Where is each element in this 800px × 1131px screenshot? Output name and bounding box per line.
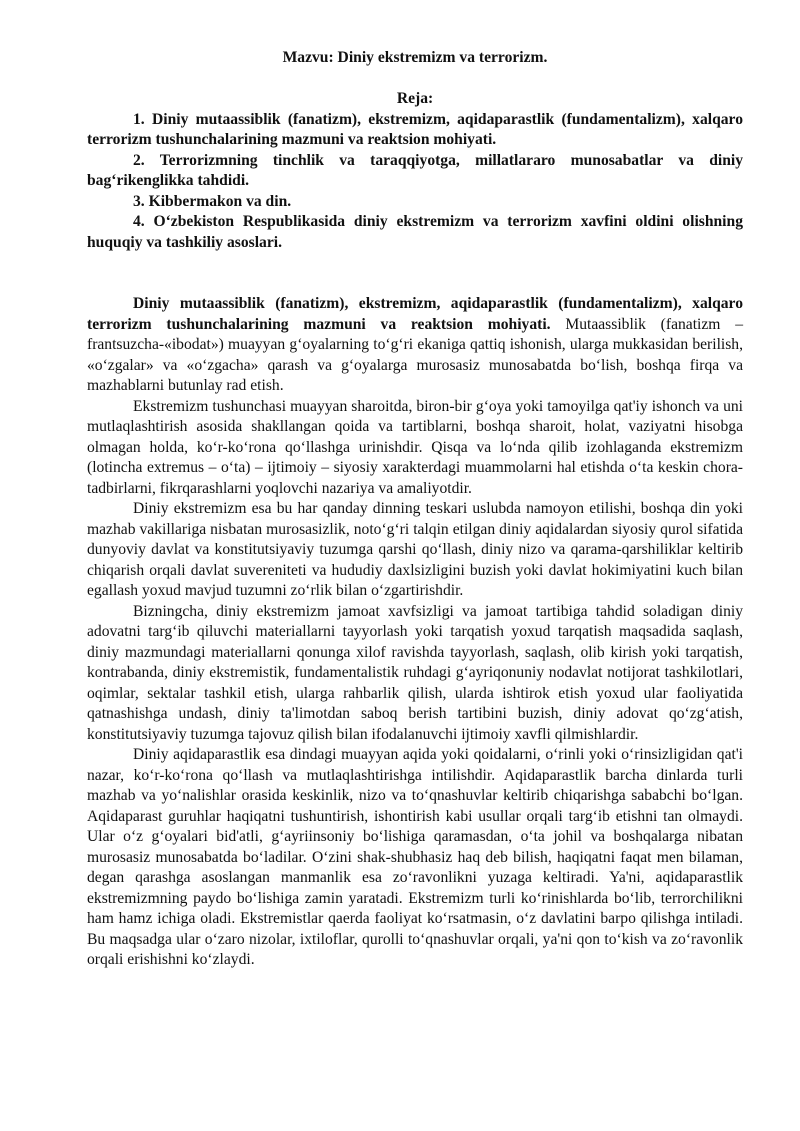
plan-item: 1. Diniy mutaassiblik (fanatizm), ekstremizm, aqidaparastlik (fundamentalizm), xalqaro terrorizm tushunchalarining mazmuni va reaktsion mohiyati. [87, 110, 743, 148]
section-heading: Diniy mutaassiblik (fanatizm), ekstremizm, aqidaparastlik (fundamentalizm), xalqaro terrorizm tushunchalarining mazmuni va reaktsion mohiyati. [87, 295, 743, 333]
body-paragraph: Bizningcha, diniy ekstremizm jamoat xavfsizligi va jamoat tartibiga tahdid soladigan diniy adovatni targ‘ib qiluvchi materiallarni tayyorlash yoki tarqatish yoxud tarqatish maqsadida saqlash, diniy mazmundagi materiallarni qonunga xilof ravishda tayyorlash, saqlash, olib kirish yoki tarqatish, kontrabanda, diniy ekstremistik, fundamentalistik ruhdagi g‘ayriqonuniy nodavlat notijorat tashkilotlari, oqimlar, sektalar tashkil etish, ularga rahbarlik qilish, ularda ishtirok etish yoxud ular faoliyatida qatnashishga undash, diniy ta'limotdan saboq berish tartibini buzish, diniy adovat qo‘zg‘atish, konstitutsiyaviy tuzumga tajovuz qilish bilan ifodalanuvchi ijtimoiy xavfli qilmishlardir. [87, 602, 743, 743]
body-paragraph: Ekstremizm tushunchasi muayyan sharoitda, biron-bir g‘oya yoki tamoyilga qat'iy ishonch va uni mutlaqlashtirish asosida shakllangan qoida va tartiblarni, boshqa sharoit, holat, vaziyatni hisobga olmagan holda, ko‘r-ko‘rona qo‘llashga urinishdir. Qisqa va lo‘nda qilib izohlaganda ekstremizm (lotincha extremus – o‘ta) – ijtimoiy – siyosiy xarakterdagi muammolarni hal etishda o‘ta keskin chora- tadbirlarni, fikrqarashlarni yoqlovchi nazariya va amaliyotdir. [87, 397, 743, 497]
plan-heading: Reja: [396, 90, 434, 107]
document-body [87, 294, 743, 971]
plan-list [87, 110, 743, 254]
section-intro: Mutaassiblik (fanatizm – frantsuzcha-«ibodat») muayyan g‘oyalarning to‘g‘ri ekaniga qattiq ishonish, ularga mukkasidan berilish, «o‘zgalar» va «o‘zgacha» qarash va g‘oyalarga murosasiz munosabatda bo‘lish, boshqa firqa va mazhablarni butunlay rad etish. [87, 315, 743, 394]
spacer [87, 253, 743, 294]
body-paragraph: Diniy aqidaparastlik esa dindagi muayyan aqida yoki qoidalarni, o‘rinli yoki o‘rinsizligidan qat'i nazar, ko‘r-ko‘rona qo‘llash va mutlaqlashtirishga intilishdir. Aqidaparastlik barcha dinlarda turli mazhab va yo‘nalishlar orasida keskinlik, nizo va to‘qnashuvlar keltirib chiqarishga sababchi bo‘lgan. Aqidaparast guruhlar haqiqatni tushuntirish, ishontirish kabi usullar orqali targ‘ib etishni tan olmaydi. Ular o‘z g‘oyalari bid'atli, g‘ayriinsoniy bo‘lishiga qaramasdan, o‘ta johil va boshqalarga nibatan murosasiz munosabatda bo‘ladilar. O‘zini shak-shubhasiz haq deb bilish, haqiqatni faqat men bilaman, degan qarashga asoslangan manmanlik esa zo‘ravonlikni yuzaga keltiradi. Ya'ni, aqidaparastlik ekstremizmning paydo bo‘lishiga zamin yaratadi. Ekstremizm turli ko‘rinishlarda bo‘lib, terrorchilikni ham hamz ichiga oladi. Ekstremistlar qaerda faoliyat ko‘rsatmasin, o‘z davlatini barpo qilishga intiladi. Bu maqsadga ular o‘zaro nizolar, ixtiloflar, qurolli to‘qnashuvlar orqali, ya'ni qon to‘kish va zo‘ravonlik orqali erishishni ko‘zlaydi. [87, 746, 743, 968]
plan-item: 3. Kibbermakon va din. [133, 192, 292, 210]
section-paragraph [87, 294, 743, 397]
document-page [87, 48, 743, 971]
body-paragraph: Diniy ekstremizm esa bu har qanday dinning teskari uslubda namoyon etilishi, boshqa din yoki mazhab vakillariga nisbatan murosasizlik, noto‘g‘ri talqin etilgan diniy aqidalardan siyosiy qurol sifatida dunyoviy davlat va konstitutsiyaviy tuzumga qarshi qo‘llash, diniy nizo va qarama-qarshiliklar keltirib chiqarish orqali davlat suvereniteti va hududiy daxlsizligini buzish yoki davlat hokimiyatini kuch bilan egallash yoxud mavjud tuzumni zo‘rlik bilan o‘zgartirishdir. [87, 500, 743, 599]
plan-item: 2. Terrorizmning tinchlik va taraqqiyotga, millatlararo munosabatlar va diniy bag‘rikenglikka tahdidi. [87, 151, 743, 189]
spacer [87, 69, 743, 90]
document-title: Mazvu: Diniy ekstremizm va terrorizm. [282, 49, 548, 66]
plan-item: 4. O‘zbekiston Respublikasida diniy ekstremizm va terrorizm xavfini oldini olishning huquqiy va tashkiliy asoslari. [87, 213, 743, 251]
